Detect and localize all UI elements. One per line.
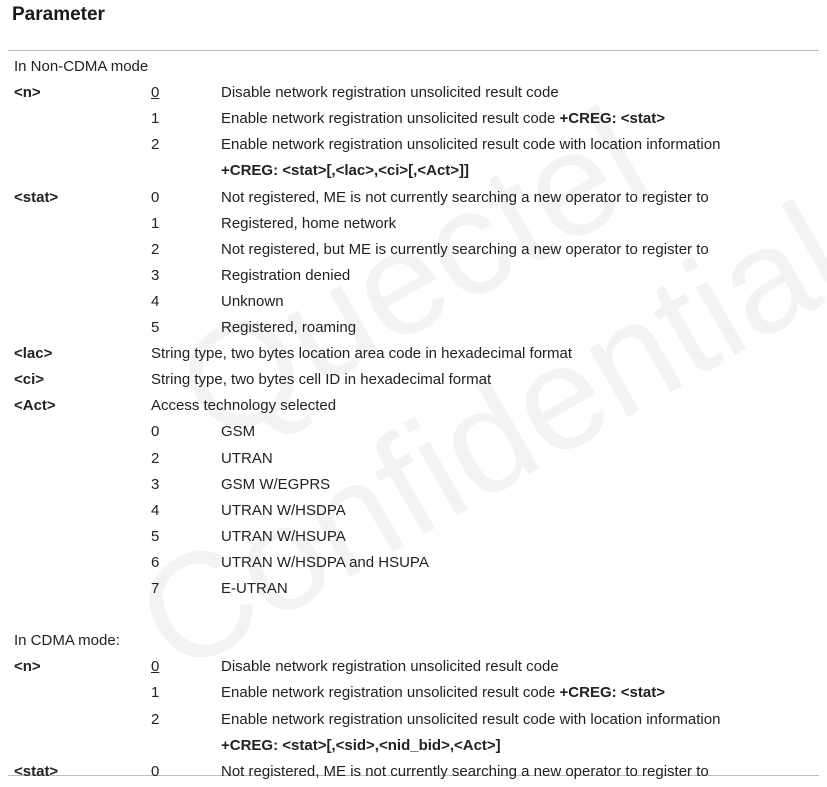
mode-heading-text: In Non-CDMA mode: [14, 58, 149, 75]
table-row: [0, 315, 827, 341]
value-code: 3: [151, 475, 160, 493]
mode-heading: [0, 54, 827, 80]
value-code: 2: [151, 449, 160, 467]
response-syntax: +CREG: <stat>: [559, 110, 665, 128]
value-code: 0: [151, 762, 160, 780]
value-description: [221, 132, 720, 158]
param-name: <stat>: [14, 188, 59, 206]
value-code: 4: [151, 501, 160, 519]
param-description: String type, two bytes cell ID in hexadecimal format: [151, 371, 492, 389]
table-row: [0, 80, 827, 106]
table-row: [0, 132, 827, 158]
value-description: [221, 158, 469, 184]
response-syntax: +CREG: <stat>[,<sid>,<nid_bid>,<Act>]: [221, 736, 501, 754]
value-description: [221, 733, 501, 759]
value-description: [221, 524, 346, 550]
description-text: GSM: [221, 423, 256, 441]
value-description: [221, 237, 709, 263]
value-code: 4: [151, 292, 160, 310]
table-row: [0, 759, 827, 785]
mode-heading-text: In CDMA mode:: [14, 632, 120, 650]
param-name: <Act>: [14, 397, 56, 415]
description-text: UTRAN W/HSDPA: [221, 501, 346, 519]
param-name: <stat>: [14, 762, 59, 780]
value-description: [221, 315, 356, 341]
response-syntax: +CREG: <stat>[,<lac>,<ci>[,<Act>]]: [221, 162, 470, 180]
value-description: [221, 263, 350, 289]
value-description: [221, 80, 559, 106]
description-text: UTRAN W/HSUPA: [221, 527, 346, 545]
description-text: Not registered, ME is not currently searching a new operator to register to: [221, 762, 709, 780]
param-description: String type, two bytes location area code in hexadecimal format: [151, 345, 573, 363]
description-text: Enable network registration unsolicited result code: [221, 684, 560, 702]
description-text: E-UTRAN: [221, 580, 288, 597]
response-syntax: +CREG: <stat>: [559, 684, 665, 702]
table-row: [0, 185, 827, 211]
description-text: Unknown: [221, 292, 284, 310]
value-description: [221, 211, 396, 237]
table-row: [0, 106, 827, 132]
value-code: 2: [151, 136, 160, 154]
table-row: [0, 550, 827, 576]
value-code: 0: [151, 658, 160, 676]
description-text: GSM W/EGPRS: [221, 475, 331, 493]
table-row: [0, 498, 827, 524]
description-text: Registered, home network: [221, 214, 397, 232]
value-description: [221, 498, 346, 524]
table-row: [0, 289, 827, 315]
value-code: 1: [151, 110, 160, 128]
description-text: Registered, roaming: [221, 319, 357, 336]
value-code: 5: [151, 527, 160, 545]
table-row: [0, 393, 827, 419]
description-text: Enable network registration unsolicited result code: [221, 110, 560, 128]
table-row: [0, 158, 827, 184]
value-description: [221, 550, 429, 576]
value-code: 1: [151, 684, 160, 702]
top-rule: [8, 50, 819, 51]
description-text: Disable network registration unsolicited result code: [221, 658, 559, 676]
param-name: <lac>: [14, 345, 53, 363]
value-code: 3: [151, 266, 160, 284]
description-text: Enable network registration unsolicited result code with location information: [221, 136, 721, 154]
table-row: [0, 733, 827, 759]
table-row: [0, 446, 827, 472]
section-title: Parameter: [12, 4, 105, 25]
value-description: [221, 654, 559, 680]
value-code: 2: [151, 710, 160, 728]
mode-heading: [0, 628, 827, 654]
value-description: [221, 446, 273, 472]
param-description: Access technology selected: [151, 397, 337, 415]
table-row: [0, 263, 827, 289]
table-row: [0, 576, 827, 602]
value-code: 0: [151, 84, 160, 102]
value-code: 1: [151, 214, 160, 232]
description-text: UTRAN W/HSDPA and HSUPA: [221, 553, 429, 571]
table-row: [0, 211, 827, 237]
value-description: [221, 472, 330, 498]
description-text: UTRAN: [221, 449, 273, 467]
value-code: 6: [151, 553, 160, 571]
value-description: [221, 419, 255, 445]
value-code: 2: [151, 240, 160, 258]
table-row: [0, 419, 827, 445]
description-text: Disable network registration unsolicited result code: [221, 84, 559, 102]
param-name: <ci>: [14, 371, 45, 389]
value-description: [221, 576, 288, 602]
param-name: <n>: [14, 84, 41, 102]
value-description: [221, 185, 709, 211]
table-row: [0, 524, 827, 550]
table-row: [0, 341, 827, 367]
value-description: [221, 289, 284, 315]
description-text: Not registered, but ME is currently searching a new operator to register to: [221, 240, 709, 258]
value-description: [221, 680, 665, 706]
value-description: [221, 759, 709, 785]
description-text: Registration denied: [221, 266, 351, 284]
value-code: 5: [151, 319, 160, 336]
table-row: [0, 472, 827, 498]
value-description: [221, 707, 720, 733]
table-row: [0, 707, 827, 733]
table-row: [0, 680, 827, 706]
value-code: 0: [151, 188, 160, 206]
description-text: Enable network registration unsolicited result code with location information: [221, 710, 721, 728]
param-name: <n>: [14, 658, 41, 676]
table-row: [0, 654, 827, 680]
value-code: 0: [151, 423, 160, 441]
value-description: [221, 106, 665, 132]
value-code: 7: [151, 580, 160, 597]
table-row: [0, 367, 827, 393]
description-text: Not registered, ME is not currently searching a new operator to register to: [221, 188, 709, 206]
table-row: [0, 237, 827, 263]
